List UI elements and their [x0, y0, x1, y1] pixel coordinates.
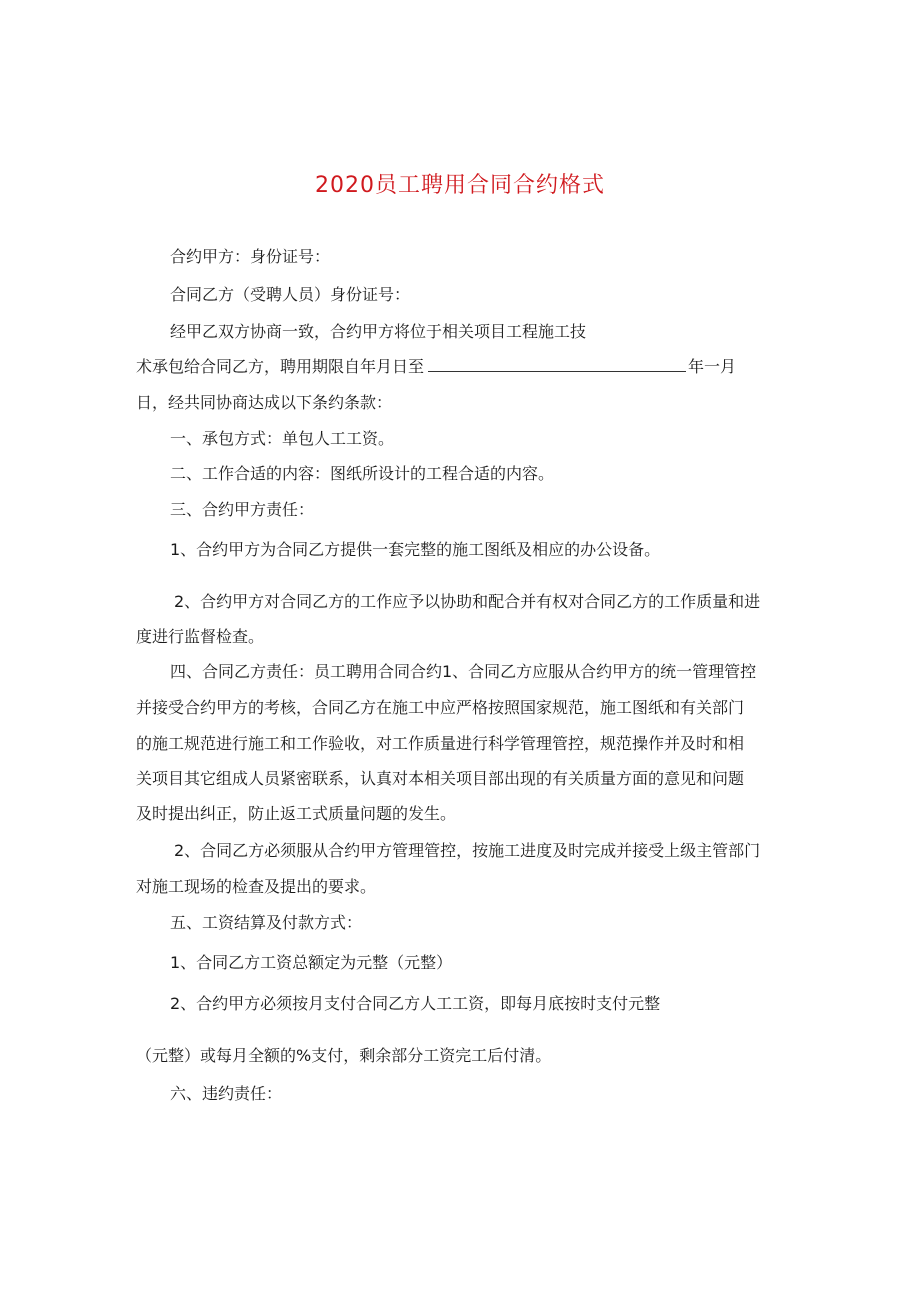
- clause-6-heading: 六、违约责任：: [170, 1084, 283, 1103]
- clause-4-item-2-line-2: 对施工现场的检查及提出的要求。: [136, 877, 377, 896]
- paragraph-intro-2: [136, 355, 736, 378]
- clause-3-item-2-line-1: 2、合约甲方对合同乙方的工作应予以协助和配合并有权对合同乙方的工作质量和进: [174, 592, 761, 611]
- clause-5-item-2-line-1: 2、合约甲方必须按月支付合同乙方人工工资，即每月底按时支付元整: [170, 994, 661, 1013]
- clause-4-line-2: 并接受合约甲方的考核，合同乙方在施工中应严格按照国家规范，施工图纸和有关部门: [136, 698, 745, 717]
- clause-2: 二、工作合适的内容：图纸所设计的工程合适的内容。: [170, 464, 555, 483]
- clause-4-line-5: 及时提出纠正，防止返工式质量问题的发生。: [136, 804, 457, 823]
- clause-4-line-4: 关项目其它组成人员紧密联系，认真对本相关项目部出现的有关质量方面的意见和问题: [136, 769, 745, 788]
- party-a-line: 合约甲方：身份证号：: [170, 247, 331, 266]
- paragraph-intro-1: 经甲乙双方协商一致，合约甲方将位于相关项目工程施工技: [170, 322, 587, 341]
- clause-1: 一、承包方式：单包人工工资。: [170, 429, 395, 448]
- clause-4-item-2-line-1: 2、合同乙方必须服从合约甲方管理管控，按施工进度及时完成并接受上级主管部门: [174, 841, 761, 860]
- clause-3-item-2-line-2: 度进行监督检查。: [136, 627, 265, 646]
- intro-text: 术承包给合同乙方，聘用期限自年月日至: [136, 357, 425, 376]
- clause-4-line-3: 的施工规范进行施工和工作验收，对工作质量进行科学管理管控，规范操作并及时和相: [136, 734, 745, 753]
- intro-suffix: 年一月: [688, 357, 737, 376]
- clause-3-heading: 三、合约甲方责任：: [170, 500, 315, 519]
- document-title: 2020员工聘用合同合约格式: [315, 173, 605, 198]
- clause-5-item-2-line-2: （元整）或每月全额的%支付，剩余部分工资完工后付清。: [136, 1046, 552, 1065]
- clause-5-heading: 五、工资结算及付款方式：: [170, 913, 363, 932]
- clause-5-item-1: 1、合同乙方工资总额定为元整（元整）: [170, 953, 453, 972]
- party-b-line: 合同乙方（受聘人员）身份证号：: [170, 285, 411, 304]
- clause-4-line-1: 四、合同乙方责任：员工聘用合同合约1、合同乙方应服从合约甲方的统一管理管控: [170, 662, 757, 681]
- date-blank: [428, 355, 686, 372]
- paragraph-intro-3: 日，经共同协商达成以下条约条款：: [136, 393, 393, 412]
- clause-3-item-1: 1、合约甲方为合同乙方提供一套完整的施工图纸及相应的办公设备。: [170, 540, 661, 559]
